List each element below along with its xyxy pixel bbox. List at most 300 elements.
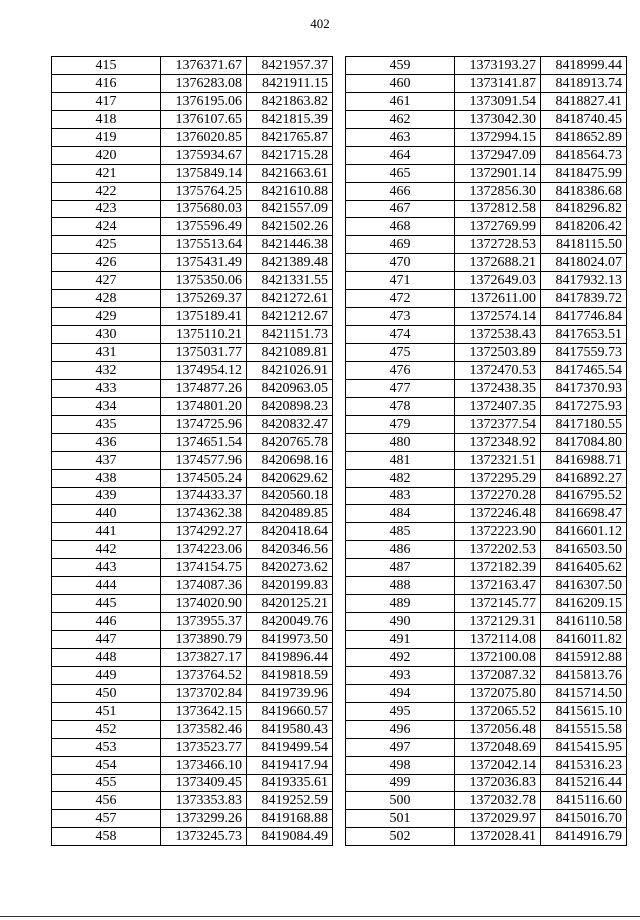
point-number-cell: 470 — [346, 254, 455, 272]
table-row — [52, 756, 333, 774]
x-coordinate-cell: 1372856.30 — [455, 182, 541, 200]
y-coordinate-cell: 8421502.26 — [247, 218, 333, 236]
point-number-cell: 437 — [52, 451, 161, 469]
y-coordinate-cell: 8421557.09 — [247, 200, 333, 218]
table-row — [346, 164, 627, 182]
y-coordinate-cell: 8421765.87 — [247, 128, 333, 146]
x-coordinate-cell: 1372036.83 — [455, 774, 541, 792]
table-row — [346, 379, 627, 397]
table-row — [346, 92, 627, 110]
point-number-cell: 468 — [346, 218, 455, 236]
point-number-cell: 467 — [346, 200, 455, 218]
table-row — [346, 397, 627, 415]
point-number-cell: 490 — [346, 613, 455, 631]
coordinate-table-body — [52, 57, 333, 846]
x-coordinate-cell: 1372028.41 — [455, 828, 541, 846]
x-coordinate-cell: 1374020.90 — [161, 595, 247, 613]
table-row — [346, 326, 627, 344]
point-number-cell: 474 — [346, 326, 455, 344]
point-number-cell: 493 — [346, 666, 455, 684]
y-coordinate-cell: 8420346.56 — [247, 541, 333, 559]
point-number-cell: 455 — [52, 774, 161, 792]
x-coordinate-cell: 1374651.54 — [161, 433, 247, 451]
y-coordinate-cell: 8418386.68 — [541, 182, 627, 200]
table-row — [346, 57, 627, 75]
x-coordinate-cell: 1372321.51 — [455, 451, 541, 469]
table-row — [346, 720, 627, 738]
point-number-cell: 442 — [52, 541, 161, 559]
table-row — [52, 631, 333, 649]
x-coordinate-cell: 1372145.77 — [455, 595, 541, 613]
y-coordinate-cell: 8421815.39 — [247, 110, 333, 128]
point-number-cell: 457 — [52, 810, 161, 828]
table-row — [346, 810, 627, 828]
point-number-cell: 439 — [52, 487, 161, 505]
point-number-cell: 484 — [346, 505, 455, 523]
table-row — [52, 774, 333, 792]
y-coordinate-cell: 8421446.38 — [247, 236, 333, 254]
point-number-cell: 462 — [346, 110, 455, 128]
point-number-cell: 445 — [52, 595, 161, 613]
table-row — [52, 451, 333, 469]
table-row — [52, 344, 333, 362]
point-number-cell: 449 — [52, 666, 161, 684]
x-coordinate-cell: 1373582.46 — [161, 720, 247, 738]
point-number-cell: 475 — [346, 344, 455, 362]
x-coordinate-cell: 1374292.27 — [161, 523, 247, 541]
point-number-cell: 441 — [52, 523, 161, 541]
point-number-cell: 421 — [52, 164, 161, 182]
y-coordinate-cell: 8416601.12 — [541, 523, 627, 541]
table-row — [52, 648, 333, 666]
table-row — [346, 613, 627, 631]
x-coordinate-cell: 1373193.27 — [455, 57, 541, 75]
x-coordinate-cell: 1372100.08 — [455, 648, 541, 666]
y-coordinate-cell: 8420199.83 — [247, 577, 333, 595]
y-coordinate-cell: 8415515.58 — [541, 720, 627, 738]
y-coordinate-cell: 8421715.28 — [247, 146, 333, 164]
point-number-cell: 434 — [52, 397, 161, 415]
x-coordinate-cell: 1372574.14 — [455, 308, 541, 326]
point-number-cell: 430 — [52, 326, 161, 344]
x-coordinate-cell: 1373955.37 — [161, 613, 247, 631]
y-coordinate-cell: 8419084.49 — [247, 828, 333, 846]
point-number-cell: 419 — [52, 128, 161, 146]
x-coordinate-cell: 1373245.73 — [161, 828, 247, 846]
table-row — [52, 666, 333, 684]
x-coordinate-cell: 1372042.14 — [455, 756, 541, 774]
y-coordinate-cell: 8421272.61 — [247, 290, 333, 308]
point-number-cell: 460 — [346, 74, 455, 92]
y-coordinate-cell: 8420832.47 — [247, 415, 333, 433]
x-coordinate-cell: 1374801.20 — [161, 397, 247, 415]
point-number-cell: 422 — [52, 182, 161, 200]
y-coordinate-cell: 8415216.44 — [541, 774, 627, 792]
y-coordinate-cell: 8421389.48 — [247, 254, 333, 272]
x-coordinate-cell: 1374154.75 — [161, 559, 247, 577]
x-coordinate-cell: 1372611.00 — [455, 290, 541, 308]
point-number-cell: 502 — [346, 828, 455, 846]
table-row — [52, 487, 333, 505]
y-coordinate-cell: 8417932.13 — [541, 272, 627, 290]
point-number-cell: 461 — [346, 92, 455, 110]
x-coordinate-cell: 1373890.79 — [161, 631, 247, 649]
point-number-cell: 431 — [52, 344, 161, 362]
x-coordinate-cell: 1374877.26 — [161, 379, 247, 397]
y-coordinate-cell: 8420125.21 — [247, 595, 333, 613]
y-coordinate-cell: 8418296.82 — [541, 200, 627, 218]
x-coordinate-cell: 1375189.41 — [161, 308, 247, 326]
table-row — [52, 595, 333, 613]
point-number-cell: 463 — [346, 128, 455, 146]
table-row — [52, 505, 333, 523]
point-number-cell: 432 — [52, 361, 161, 379]
table-row — [52, 92, 333, 110]
table-row — [52, 326, 333, 344]
table-row — [346, 541, 627, 559]
point-number-cell: 500 — [346, 792, 455, 810]
table-row — [52, 433, 333, 451]
table-row — [52, 684, 333, 702]
y-coordinate-cell: 8421957.37 — [247, 57, 333, 75]
x-coordinate-cell: 1372032.78 — [455, 792, 541, 810]
x-coordinate-cell: 1373764.52 — [161, 666, 247, 684]
x-coordinate-cell: 1374954.12 — [161, 361, 247, 379]
x-coordinate-cell: 1374505.24 — [161, 469, 247, 487]
table-row — [52, 308, 333, 326]
y-coordinate-cell: 8416405.62 — [541, 559, 627, 577]
x-coordinate-cell: 1372295.29 — [455, 469, 541, 487]
y-coordinate-cell: 8419739.96 — [247, 684, 333, 702]
coordinate-table-left — [51, 56, 333, 846]
point-number-cell: 423 — [52, 200, 161, 218]
y-coordinate-cell: 8417084.80 — [541, 433, 627, 451]
x-coordinate-cell: 1372649.03 — [455, 272, 541, 290]
table-row — [52, 810, 333, 828]
table-row — [346, 702, 627, 720]
table-row — [346, 684, 627, 702]
point-number-cell: 465 — [346, 164, 455, 182]
y-coordinate-cell: 8417275.93 — [541, 397, 627, 415]
x-coordinate-cell: 1372377.54 — [455, 415, 541, 433]
table-row — [346, 236, 627, 254]
y-coordinate-cell: 8415912.88 — [541, 648, 627, 666]
x-coordinate-cell: 1376195.06 — [161, 92, 247, 110]
x-coordinate-cell: 1374577.96 — [161, 451, 247, 469]
x-coordinate-cell: 1375596.49 — [161, 218, 247, 236]
table-row — [346, 559, 627, 577]
x-coordinate-cell: 1372994.15 — [455, 128, 541, 146]
table-row — [52, 164, 333, 182]
x-coordinate-cell: 1373702.84 — [161, 684, 247, 702]
y-coordinate-cell: 8416011.82 — [541, 631, 627, 649]
x-coordinate-cell: 1375934.67 — [161, 146, 247, 164]
y-coordinate-cell: 8415615.10 — [541, 702, 627, 720]
table-row — [346, 774, 627, 792]
table-row — [346, 74, 627, 92]
y-coordinate-cell: 8417559.73 — [541, 344, 627, 362]
table-row — [52, 110, 333, 128]
x-coordinate-cell: 1373091.54 — [455, 92, 541, 110]
point-number-cell: 477 — [346, 379, 455, 397]
table-row — [346, 595, 627, 613]
y-coordinate-cell: 8415116.60 — [541, 792, 627, 810]
x-coordinate-cell: 1372348.92 — [455, 433, 541, 451]
coordinate-table-body — [346, 57, 627, 846]
y-coordinate-cell: 8420963.05 — [247, 379, 333, 397]
y-coordinate-cell: 8416209.15 — [541, 595, 627, 613]
point-number-cell: 458 — [52, 828, 161, 846]
x-coordinate-cell: 1375110.21 — [161, 326, 247, 344]
y-coordinate-cell: 8419335.61 — [247, 774, 333, 792]
x-coordinate-cell: 1373409.45 — [161, 774, 247, 792]
y-coordinate-cell: 8420629.62 — [247, 469, 333, 487]
point-number-cell: 501 — [346, 810, 455, 828]
y-coordinate-cell: 8415016.70 — [541, 810, 627, 828]
y-coordinate-cell: 8417839.72 — [541, 290, 627, 308]
y-coordinate-cell: 8420273.62 — [247, 559, 333, 577]
table-row — [346, 415, 627, 433]
x-coordinate-cell: 1374725.96 — [161, 415, 247, 433]
point-number-cell: 480 — [346, 433, 455, 451]
point-number-cell: 479 — [346, 415, 455, 433]
x-coordinate-cell: 1372438.35 — [455, 379, 541, 397]
y-coordinate-cell: 8420049.76 — [247, 613, 333, 631]
table-row — [52, 702, 333, 720]
x-coordinate-cell: 1373299.26 — [161, 810, 247, 828]
table-row — [346, 218, 627, 236]
x-coordinate-cell: 1376020.85 — [161, 128, 247, 146]
y-coordinate-cell: 8421863.82 — [247, 92, 333, 110]
table-row — [52, 469, 333, 487]
table-row — [346, 451, 627, 469]
y-coordinate-cell: 8416110.58 — [541, 613, 627, 631]
x-coordinate-cell: 1372129.31 — [455, 613, 541, 631]
y-coordinate-cell: 8416795.52 — [541, 487, 627, 505]
point-number-cell: 415 — [52, 57, 161, 75]
table-row — [346, 128, 627, 146]
y-coordinate-cell: 8416307.50 — [541, 577, 627, 595]
table-row — [52, 57, 333, 75]
point-number-cell: 492 — [346, 648, 455, 666]
point-number-cell: 491 — [346, 631, 455, 649]
y-coordinate-cell: 8419168.88 — [247, 810, 333, 828]
table-row — [346, 182, 627, 200]
y-coordinate-cell: 8419896.44 — [247, 648, 333, 666]
table-row — [346, 505, 627, 523]
table-row — [52, 290, 333, 308]
point-number-cell: 487 — [346, 559, 455, 577]
y-coordinate-cell: 8417746.84 — [541, 308, 627, 326]
x-coordinate-cell: 1373523.77 — [161, 738, 247, 756]
point-number-cell: 494 — [346, 684, 455, 702]
point-number-cell: 486 — [346, 541, 455, 559]
x-coordinate-cell: 1372114.08 — [455, 631, 541, 649]
x-coordinate-cell: 1372947.09 — [455, 146, 541, 164]
y-coordinate-cell: 8421212.67 — [247, 308, 333, 326]
x-coordinate-cell: 1375031.77 — [161, 344, 247, 362]
point-number-cell: 451 — [52, 702, 161, 720]
point-number-cell: 495 — [346, 702, 455, 720]
x-coordinate-cell: 1373353.83 — [161, 792, 247, 810]
y-coordinate-cell: 8415316.23 — [541, 756, 627, 774]
point-number-cell: 425 — [52, 236, 161, 254]
y-coordinate-cell: 8417180.55 — [541, 415, 627, 433]
x-coordinate-cell: 1376107.65 — [161, 110, 247, 128]
table-row — [346, 792, 627, 810]
y-coordinate-cell: 8420560.18 — [247, 487, 333, 505]
y-coordinate-cell: 8420698.16 — [247, 451, 333, 469]
point-number-cell: 453 — [52, 738, 161, 756]
y-coordinate-cell: 8418913.74 — [541, 74, 627, 92]
y-coordinate-cell: 8419580.43 — [247, 720, 333, 738]
y-coordinate-cell: 8414916.79 — [541, 828, 627, 846]
x-coordinate-cell: 1373827.17 — [161, 648, 247, 666]
page-number: 402 — [310, 16, 330, 31]
point-number-cell: 436 — [52, 433, 161, 451]
table-row — [52, 182, 333, 200]
point-number-cell: 417 — [52, 92, 161, 110]
y-coordinate-cell: 8421026.91 — [247, 361, 333, 379]
x-coordinate-cell: 1372901.14 — [455, 164, 541, 182]
x-coordinate-cell: 1372503.89 — [455, 344, 541, 362]
point-number-cell: 443 — [52, 559, 161, 577]
table-row — [346, 272, 627, 290]
point-number-cell: 478 — [346, 397, 455, 415]
x-coordinate-cell: 1372065.52 — [455, 702, 541, 720]
table-row — [346, 290, 627, 308]
point-number-cell: 418 — [52, 110, 161, 128]
table-row — [346, 738, 627, 756]
x-coordinate-cell: 1375513.64 — [161, 236, 247, 254]
table-row — [346, 469, 627, 487]
table-row — [52, 720, 333, 738]
table-row — [52, 74, 333, 92]
x-coordinate-cell: 1373141.87 — [455, 74, 541, 92]
point-number-cell: 433 — [52, 379, 161, 397]
x-coordinate-cell: 1372056.48 — [455, 720, 541, 738]
y-coordinate-cell: 8421610.88 — [247, 182, 333, 200]
table-row — [346, 577, 627, 595]
point-number-cell: 464 — [346, 146, 455, 164]
y-coordinate-cell: 8419417.94 — [247, 756, 333, 774]
table-row — [52, 577, 333, 595]
x-coordinate-cell: 1375431.49 — [161, 254, 247, 272]
table-row — [346, 344, 627, 362]
point-number-cell: 440 — [52, 505, 161, 523]
x-coordinate-cell: 1374362.38 — [161, 505, 247, 523]
y-coordinate-cell: 8418024.07 — [541, 254, 627, 272]
point-number-cell: 489 — [346, 595, 455, 613]
table-row — [346, 433, 627, 451]
point-number-cell: 429 — [52, 308, 161, 326]
x-coordinate-cell: 1373042.30 — [455, 110, 541, 128]
table-row — [346, 487, 627, 505]
table-row — [346, 666, 627, 684]
point-number-cell: 456 — [52, 792, 161, 810]
table-row — [52, 792, 333, 810]
table-row — [52, 613, 333, 631]
table-row — [52, 828, 333, 846]
x-coordinate-cell: 1372048.69 — [455, 738, 541, 756]
table-row — [52, 272, 333, 290]
table-row — [52, 541, 333, 559]
y-coordinate-cell: 8418740.45 — [541, 110, 627, 128]
x-coordinate-cell: 1375269.37 — [161, 290, 247, 308]
x-coordinate-cell: 1373642.15 — [161, 702, 247, 720]
x-coordinate-cell: 1372728.53 — [455, 236, 541, 254]
y-coordinate-cell: 8421089.81 — [247, 344, 333, 362]
x-coordinate-cell: 1374223.06 — [161, 541, 247, 559]
point-number-cell: 499 — [346, 774, 455, 792]
point-number-cell: 450 — [52, 684, 161, 702]
table-row — [346, 110, 627, 128]
coordinate-table-right — [345, 56, 627, 846]
point-number-cell: 438 — [52, 469, 161, 487]
table-row — [52, 361, 333, 379]
table-row — [52, 559, 333, 577]
point-number-cell: 483 — [346, 487, 455, 505]
point-number-cell: 444 — [52, 577, 161, 595]
y-coordinate-cell: 8420418.64 — [247, 523, 333, 541]
table-row — [52, 397, 333, 415]
x-coordinate-cell: 1375680.03 — [161, 200, 247, 218]
table-row — [346, 631, 627, 649]
table-row — [346, 648, 627, 666]
x-coordinate-cell: 1372087.32 — [455, 666, 541, 684]
x-coordinate-cell: 1375849.14 — [161, 164, 247, 182]
table-row — [346, 146, 627, 164]
point-number-cell: 488 — [346, 577, 455, 595]
point-number-cell: 435 — [52, 415, 161, 433]
y-coordinate-cell: 8418475.99 — [541, 164, 627, 182]
table-row — [52, 236, 333, 254]
point-number-cell: 496 — [346, 720, 455, 738]
y-coordinate-cell: 8421911.15 — [247, 74, 333, 92]
table-row — [346, 361, 627, 379]
point-number-cell: 469 — [346, 236, 455, 254]
x-coordinate-cell: 1375764.25 — [161, 182, 247, 200]
point-number-cell: 447 — [52, 631, 161, 649]
point-number-cell: 472 — [346, 290, 455, 308]
table-row — [52, 128, 333, 146]
point-number-cell: 452 — [52, 720, 161, 738]
table-row — [52, 254, 333, 272]
y-coordinate-cell: 8415813.76 — [541, 666, 627, 684]
point-number-cell: 459 — [346, 57, 455, 75]
y-coordinate-cell: 8418999.44 — [541, 57, 627, 75]
x-coordinate-cell: 1375350.06 — [161, 272, 247, 290]
point-number-cell: 481 — [346, 451, 455, 469]
y-coordinate-cell: 8416698.47 — [541, 505, 627, 523]
table-row — [52, 146, 333, 164]
x-coordinate-cell: 1372470.53 — [455, 361, 541, 379]
point-number-cell: 476 — [346, 361, 455, 379]
x-coordinate-cell: 1372538.43 — [455, 326, 541, 344]
page-bottom-rule — [0, 916, 640, 917]
point-number-cell: 485 — [346, 523, 455, 541]
x-coordinate-cell: 1372270.28 — [455, 487, 541, 505]
y-coordinate-cell: 8418652.89 — [541, 128, 627, 146]
table-row — [52, 200, 333, 218]
table-row — [346, 200, 627, 218]
point-number-cell: 448 — [52, 648, 161, 666]
y-coordinate-cell: 8415714.50 — [541, 684, 627, 702]
x-coordinate-cell: 1372769.99 — [455, 218, 541, 236]
x-coordinate-cell: 1373466.10 — [161, 756, 247, 774]
y-coordinate-cell: 8415415.95 — [541, 738, 627, 756]
point-number-cell: 446 — [52, 613, 161, 631]
